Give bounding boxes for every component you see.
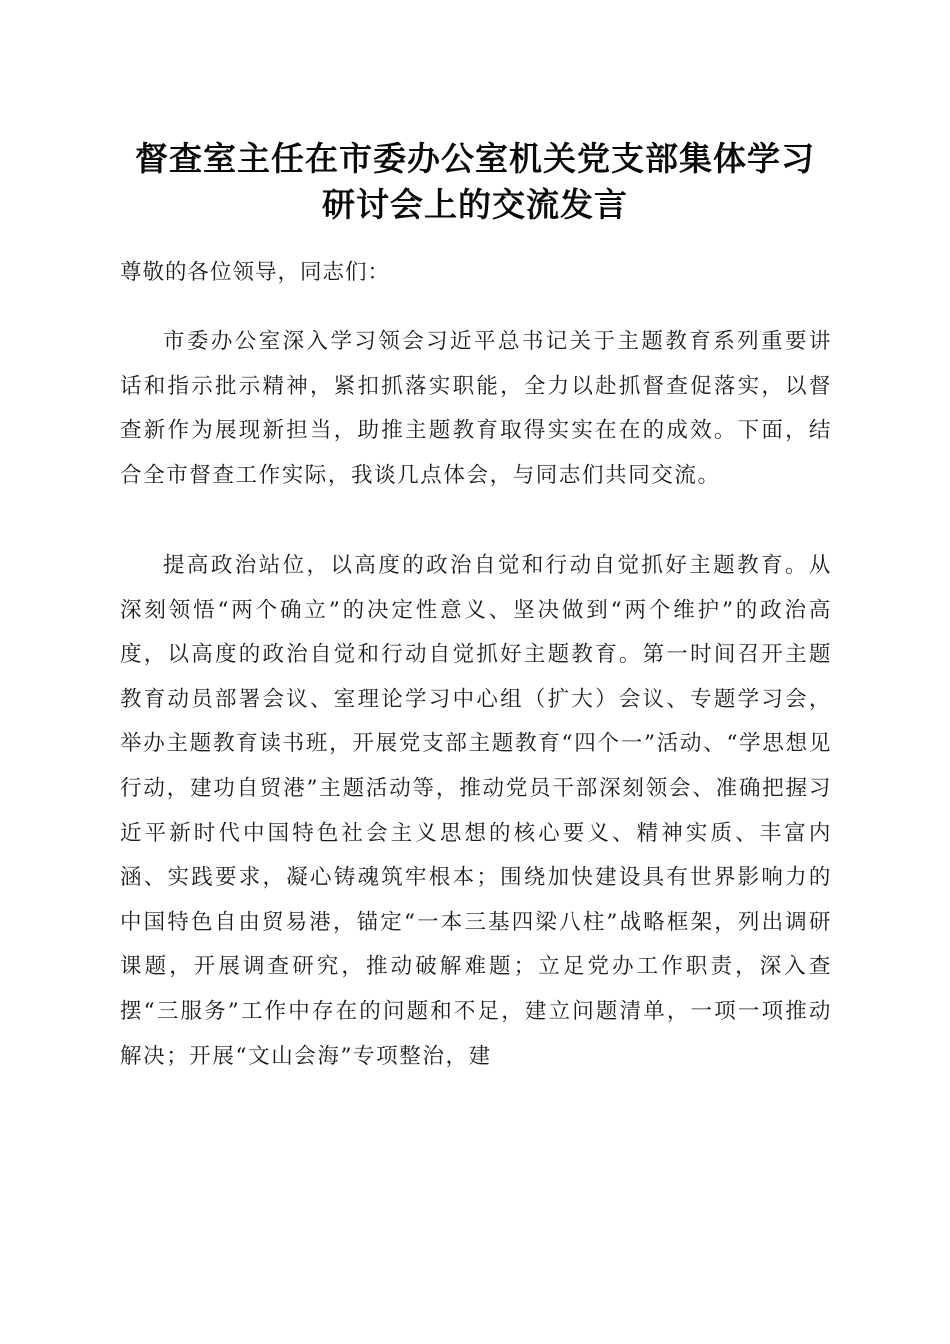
paragraph-1: 市委办公室深入学习领会习近平总书记关于主题教育系列重要讲话和指示批示精神，紧扣抓落实职能，全力以赴抓督查促落实，以督查新作为展现新担当，助推主题教育取得实实在在的成效。下面，结合全市督查工作实际，我谈几点体会，与同志们共同交流。	[120, 329, 832, 488]
document-title-line-2: 研讨会上的交流发言	[322, 185, 628, 224]
document-title-line-1: 督查室主任在市委办公室机关党支部集体学习	[135, 139, 815, 178]
salutation: 尊敬的各位领导，同志们：	[120, 260, 391, 285]
paragraph-2: 提高政治站位，以高度的政治自觉和行动自觉抓好主题教育。从深刻领悟“两个确立”的决定性意义、坚决做到“两个维护”的政治高度，以高度的政治自觉和行动自觉抓好主题教育。第一时间召开主题教育动员部署会议、室理论学习中心组（扩大）会议、专题学习会，举办主题教育读书班，开展党支部主题教育“四个一”活动、“学思想见行动，建功自贸港”主题活动等，推动党员干部深刻领会、准确把握习近平新时代中国特色社会主义思想的核心要义、精神实质、丰富内涵、实践要求，凝心铸魂筑牢根本；围绕加快建设具有世界影响力的中国特色自由贸易港，锚定“一本三基四梁八柱”战略框架，列出调研课题，开展调查研究，推动破解难题；立足党办工作职责，深入查摆“三服务”工作中存在的问题和不足，建立问题清单，一项一项推动解决；开展“文山会海”专项整治，建	[120, 553, 832, 1069]
